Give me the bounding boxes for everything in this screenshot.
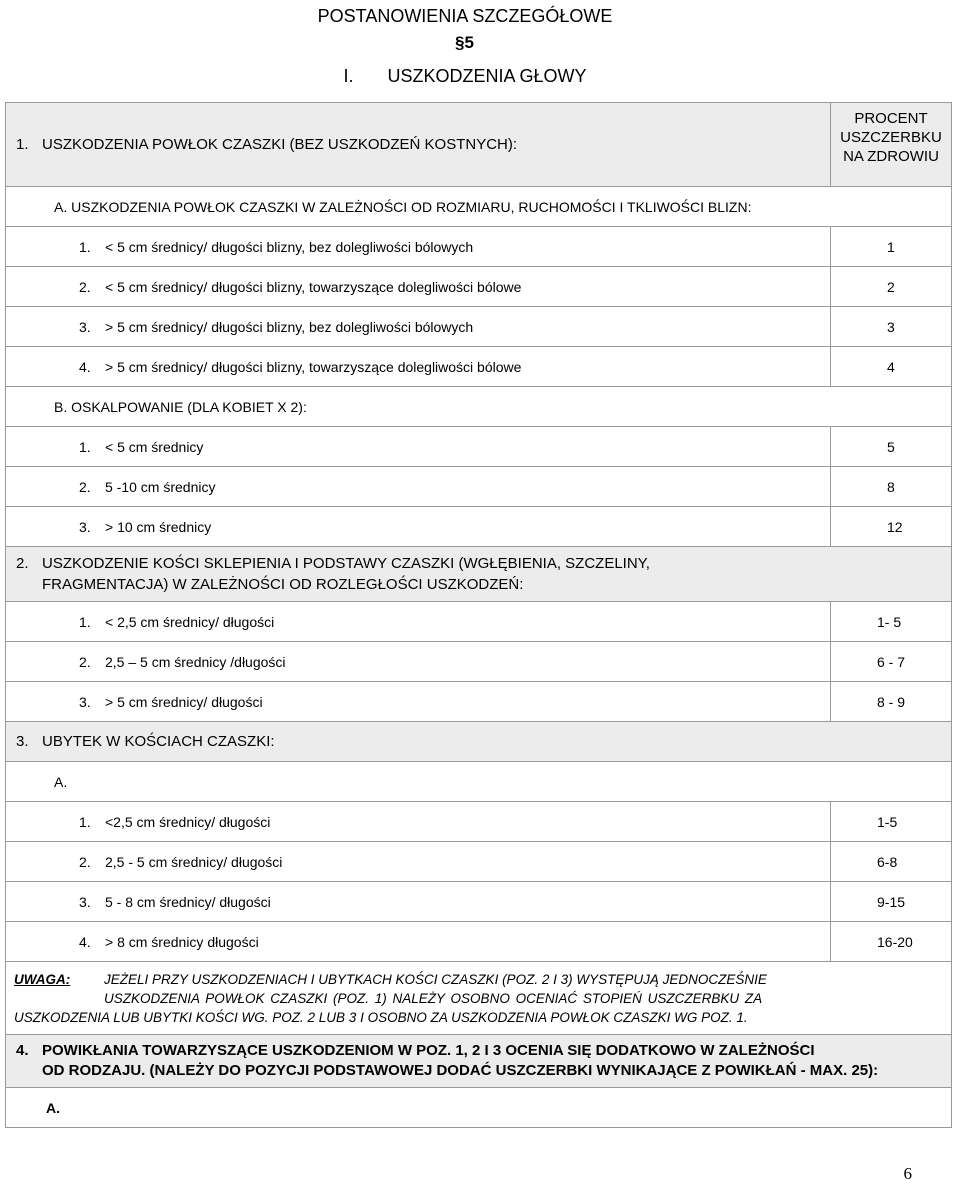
paragraph-marker: §5 — [455, 33, 474, 52]
subsection-3a-heading: A. — [6, 762, 952, 802]
table-row: 3. > 5 cm średnicy/ długości 8 - 9 — [6, 682, 952, 722]
table-row: 2. 2,5 – 5 cm średnicy /długości 6 - 7 — [6, 642, 952, 682]
subsection-3a-row — [6, 762, 952, 802]
chapter-heading — [0, 66, 930, 87]
injury-table — [5, 102, 952, 1128]
section-3-row — [6, 722, 952, 762]
table-row: 1. < 5 cm średnicy 5 — [6, 427, 952, 467]
chapter-number: I. — [343, 66, 354, 86]
table-row: 2. < 5 cm średnicy/ długości blizny, towarzyszące dolegliwości bólowe 2 — [6, 267, 952, 307]
page-number: 6 — [903, 1164, 912, 1183]
table-row: 3. > 5 cm średnicy/ długości blizny, bez dolegliwości bólowych 3 — [6, 307, 952, 347]
table-row: 2. 2,5 - 5 cm średnicy/ długości 6-8 — [6, 842, 952, 882]
document-title: POSTANOWIENIA SZCZEGÓŁOWE — [317, 6, 613, 26]
section-4-row — [6, 1035, 952, 1088]
section-1-row — [6, 103, 952, 187]
section-2-heading: 2. USZKODZENIE KOŚCI SKLEPIENIA I PODSTAWY CZASZKI (WGŁĘBIENIA, SZCZELINY, FRAGMENTACJA) W ZALEŻNOŚCI OD ROZLEGŁOŚCI USZKODZEŃ: — [6, 547, 952, 602]
subsection-4a-row — [6, 1088, 952, 1128]
table-row: 4. > 5 cm średnicy/ długości blizny, towarzyszące dolegliwości bólowe 4 — [6, 347, 952, 387]
section-4-heading: 4. POWIKŁANIA TOWARZYSZĄCE USZKODZENIOM W POZ. 1, 2 I 3 OCENIA SIĘ DODATKOWO W ZALEŻNOŚCI OD RODZAJU. (NALEŻY DO POZYCJI PODSTAWOWEJ DODAĆ USZCZERBKI WYNIKAJĄCE Z POWIKŁAŃ - MAX. 25): — [6, 1035, 952, 1088]
table-row: 3. > 10 cm średnicy 12 — [6, 507, 952, 547]
subsection-1b-heading: B. OSKALPOWANIE (DLA KOBIET X 2): — [6, 387, 952, 427]
subsection-4a-heading: A. — [6, 1088, 952, 1128]
section-2-row — [6, 547, 952, 602]
chapter-title: USZKODZENIA GŁOWY — [387, 66, 587, 86]
subsection-1a-heading: A. USZKODZENIA POWŁOK CZASZKI W ZALEŻNOŚCI OD ROZMIARU, RUCHOMOŚCI I TKLIWOŚCI BLIZN: — [6, 187, 952, 227]
section-3-heading: 3. UBYTEK W KOŚCIACH CZASZKI: — [6, 722, 952, 762]
table-row: 2. 5 -10 cm średnicy 8 — [6, 467, 952, 507]
table-row: 4. > 8 cm średnicy długości 16-20 — [6, 922, 952, 962]
note-row — [6, 962, 952, 1035]
table-row: 1. < 5 cm średnicy/ długości blizny, bez dolegliwości bólowych 1 — [6, 227, 952, 267]
table-row: 1. <2,5 cm średnicy/ długości 1-5 — [6, 802, 952, 842]
note: UWAGA: JEŻELI PRZY USZKODZENIACH I UBYTKACH KOŚCI CZASZKI (POZ. 2 I 3) WYSTĘPUJĄ JEDNOCZEŚNIE USZKODZENIA POWŁOK CZASZKI (POZ. 1) NALEŻY OSOBNO OCENIAĆ STOPIEŃ USZCZERBKU ZA USZKODZENIA LUB UBYTKI KOŚCI WG. POZ. 2 LUB 3 I OSOBNO ZA USZKODZENIA POWŁOK CZASZKI WG POZ. 1. — [6, 962, 952, 1035]
percent-header: PROCENT USZCZERBKU NA ZDROWIU — [831, 103, 952, 187]
section-1-heading: 1. USZKODZENIA POWŁOK CZASZKI (BEZ USZKODZEŃ KOSTNYCH): — [6, 103, 831, 187]
table-row: 1. < 2,5 cm średnicy/ długości 1- 5 — [6, 602, 952, 642]
table-row: 3. 5 - 8 cm średnicy/ długości 9-15 — [6, 882, 952, 922]
subsection-1b-row — [6, 387, 952, 427]
subsection-1a-row — [6, 187, 952, 227]
note-label: UWAGA: — [14, 971, 71, 987]
